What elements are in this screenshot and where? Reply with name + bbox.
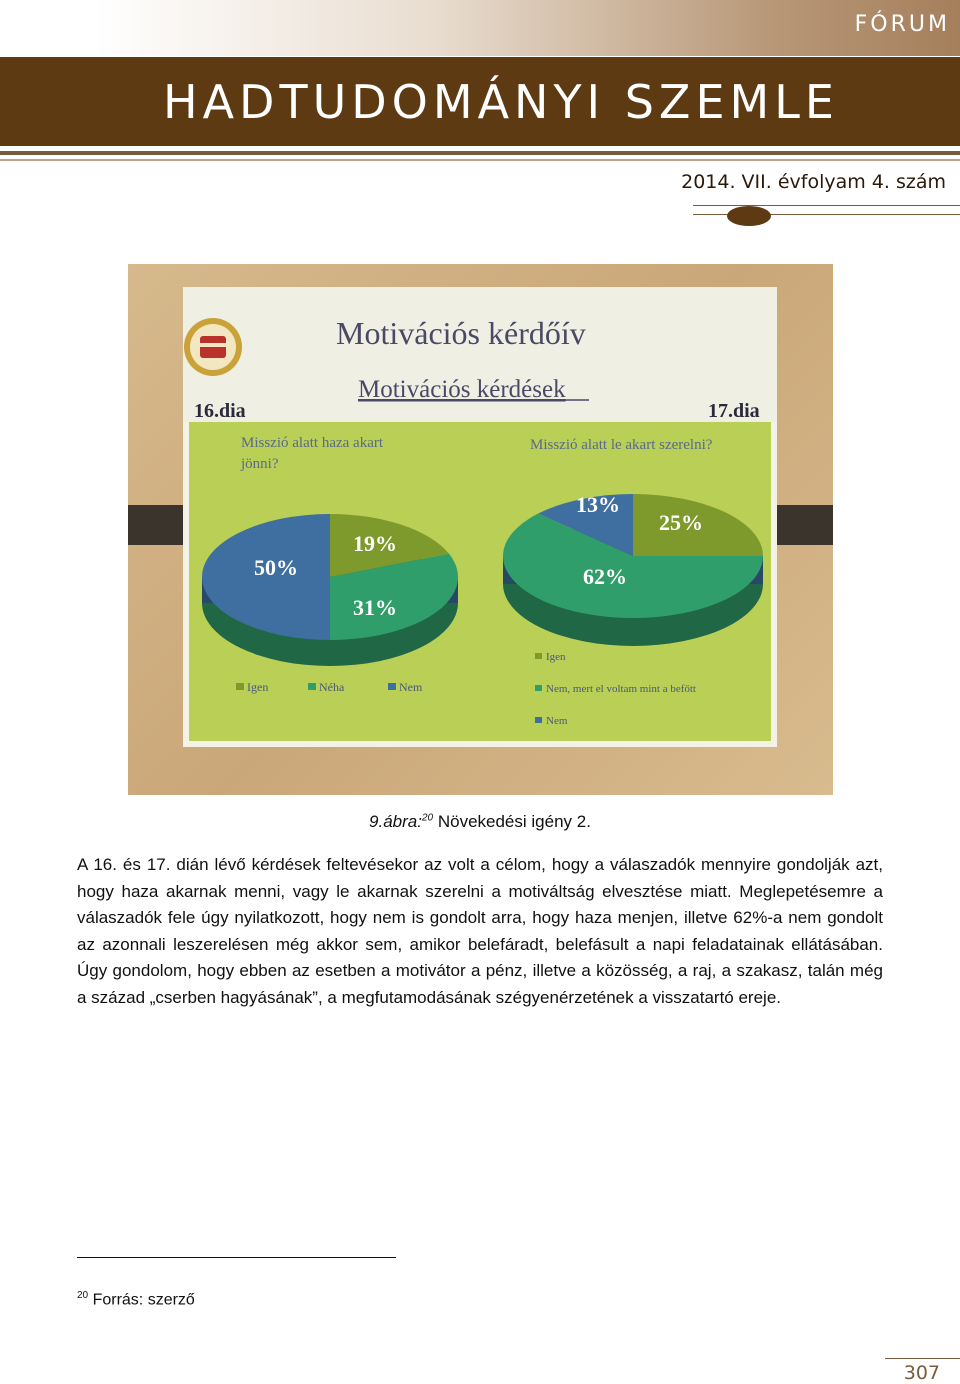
page-number-rule: [885, 1358, 960, 1359]
legend-label-nem: Nem: [399, 680, 423, 694]
header-rule: [0, 151, 960, 155]
pie-data-label: 50%: [254, 555, 298, 580]
legend-label-igen-right: Igen: [546, 651, 566, 663]
pie-data-label: 31%: [353, 595, 397, 620]
legend-label-igen: Igen: [247, 680, 269, 694]
footnote: [77, 1290, 195, 1309]
legend-swatch-igen: [236, 683, 244, 690]
header-gradient: [0, 0, 960, 56]
page-number: 307: [903, 1362, 940, 1384]
body-paragraph: A 16. és 17. dián lévő kérdések feltevésekor az volt a célom, hogy a válaszadók mennyire gondolják azt, hogy haza akarnak menni, vagy le akarnak szerelni a motiváltság elvesztése miatt. Meglepetésemre a válaszadók fele úgy nyilatkozott, hogy nem is gondolt arra, hogy haza menjen, illetve 62%-a nem gondolt az azonnali leszerelésen még akkor sem, amikor belefáradt, belefásult a napi feladatainak ellátásában. Úgy gondolom, hogy ebben az esetben a motivátor a pénz, illetve a közösség, a raj, a szakasz, talán még a század „cserben hagyásának”, a megfutamodásának szégyenérzetének a visszatartó ereje.: [77, 855, 883, 1007]
slide-holder-left: [128, 505, 183, 545]
legend-swatch-nem-right: [535, 717, 542, 723]
pie-data-label: 25%: [659, 510, 703, 535]
figure-caption: [0, 812, 960, 832]
header-rule-thin: [0, 159, 960, 161]
legend-swatch-nem: [388, 683, 396, 690]
decorative-ellipse: [727, 206, 771, 226]
footnote-number: 20: [77, 1290, 89, 1301]
legend-swatch-neha: [308, 683, 316, 690]
pie-chart-left: [202, 514, 458, 666]
pie-chart-right: [503, 492, 763, 646]
footnote-text: Forrás: szerző: [88, 1291, 195, 1309]
pie-data-label: 13%: [576, 492, 620, 517]
journal-title: HADTUDOMÁNYI SZEMLE: [163, 75, 839, 129]
left-question-line1: Misszió alatt haza akart: [241, 435, 384, 451]
legend-label-nem-right: Nem: [546, 715, 568, 727]
slide-title: Motivációs kérdőív: [336, 315, 586, 351]
slide-subtitle: Motivációs kérdések: [358, 376, 566, 403]
legend-label-neha: Néha: [319, 680, 345, 694]
section-label: FÓRUM: [854, 12, 950, 37]
issue-rule: [693, 205, 960, 206]
right-question: Misszió alatt le akart szerelni?: [530, 437, 713, 453]
footnote-rule: [77, 1257, 396, 1258]
legend-label-nem-mert-right: Nem, mert el voltam mint a befőtt: [546, 683, 696, 695]
legend-right: [535, 651, 696, 727]
left-question-line2: jönni?: [241, 456, 279, 472]
legend-left: [236, 680, 423, 694]
caption-text: Növekedési igény 2.: [433, 812, 591, 831]
slide-holder-right: [777, 505, 833, 545]
caption-footnote-ref: 20: [421, 812, 434, 824]
pie-data-label: 62%: [583, 564, 627, 589]
right-slide-label: 17.dia: [708, 400, 760, 422]
emblem-logo: [184, 318, 242, 376]
issue-info: 2014. VII. évfolyam 4. szám: [681, 171, 946, 193]
left-slide-label: 16.dia: [194, 400, 246, 422]
title-band: [0, 57, 960, 146]
legend-swatch-igen-right: [535, 653, 542, 659]
legend-swatch-nem-mert-right: [535, 685, 542, 691]
slide-figure: [183, 287, 777, 747]
pie-data-label: 19%: [353, 531, 397, 556]
caption-prefix: 9.ábra:: [369, 812, 422, 831]
